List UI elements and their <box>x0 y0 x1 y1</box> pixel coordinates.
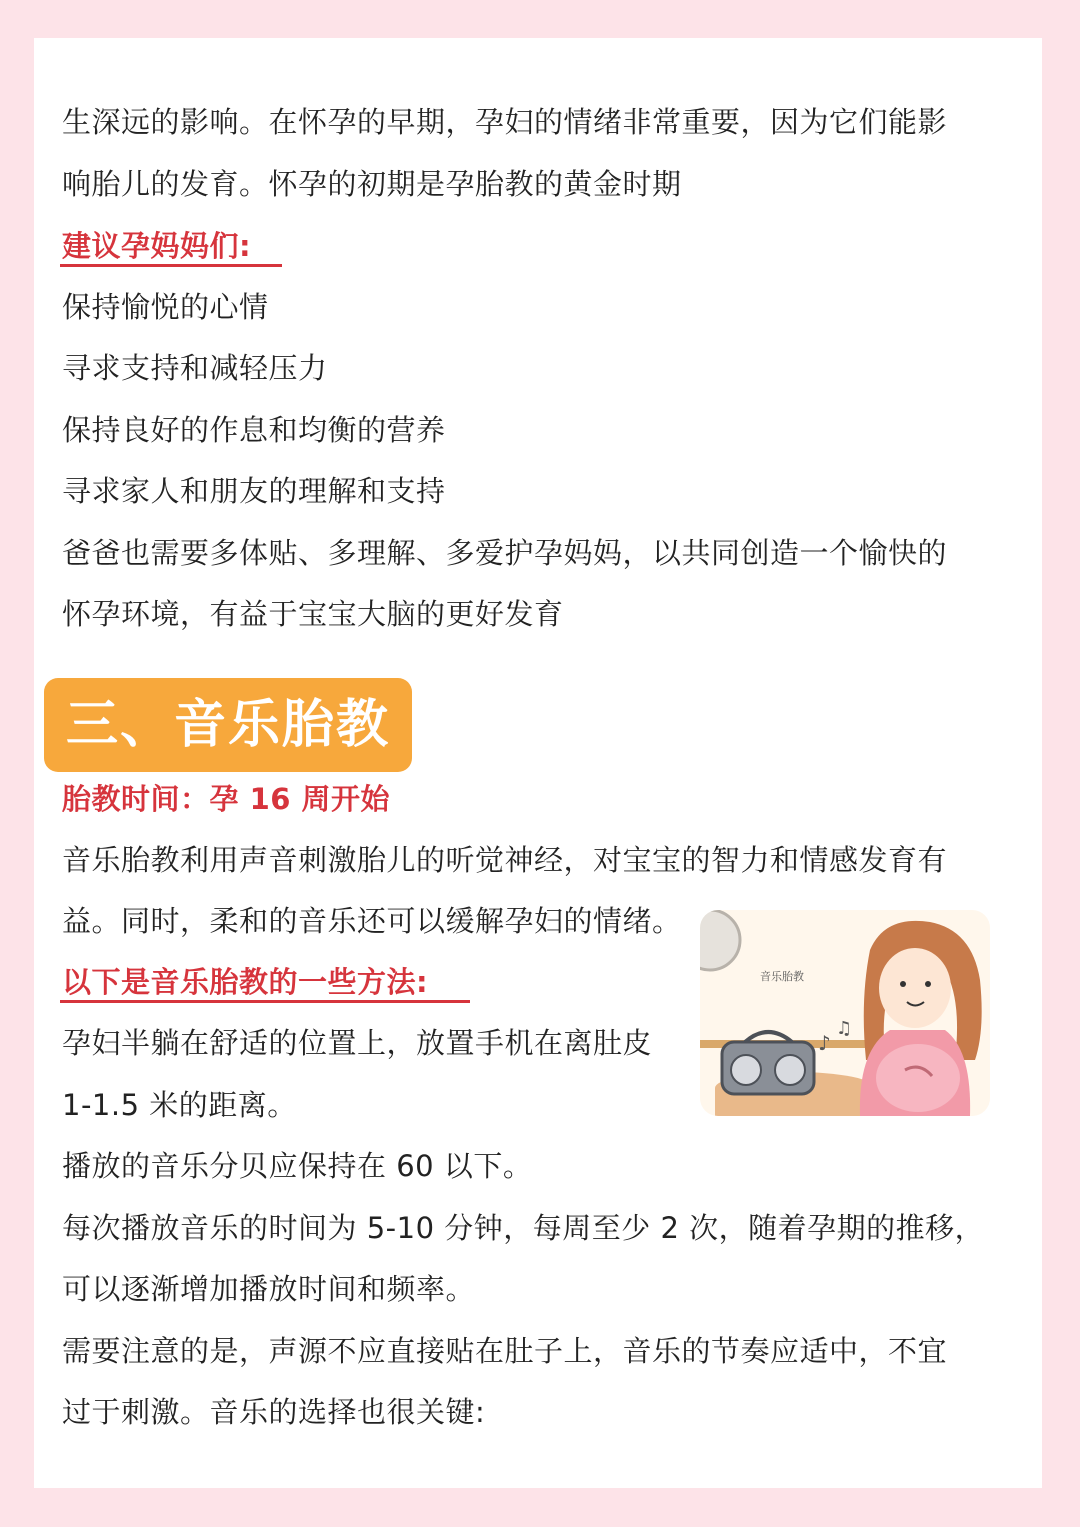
advice-item-4: 寻求家人和朋友的理解和支持 <box>62 474 446 508</box>
advice-item-2: 寻求支持和减轻压力 <box>62 351 328 385</box>
advice-father-line-1: 爸爸也需要多体贴、多理解、多爱护孕妈妈，以共同创造一个愉快的 <box>62 536 948 570</box>
method-4-line-2: 过于刺激。音乐的选择也很关键: <box>62 1395 486 1429</box>
intro-line-2: 响胎儿的发育。怀孕的初期是孕胎教的黄金时期 <box>62 167 682 201</box>
svg-text:♫: ♫ <box>836 1018 853 1039</box>
advice-father-line-2: 怀孕环境，有益于宝宝大脑的更好发育 <box>62 597 564 631</box>
svg-text:♪: ♪ <box>818 1031 831 1055</box>
desc-line-2: 益。同时，柔和的音乐还可以缓解孕妇的情绪。 <box>62 904 682 938</box>
methods-heading: 以下是音乐胎教的一些方法: <box>62 965 429 999</box>
method-3-line-1: 每次播放音乐的时间为 5-10 分钟，每周至少 2 次，随着孕期的推移， <box>62 1211 985 1245</box>
section-title-badge: 三、音乐胎教 <box>44 678 412 772</box>
advice-heading: 建议孕妈妈们: <box>62 229 252 263</box>
method-4-line-1: 需要注意的是，声源不应直接贴在肚子上，音乐的节奏应适中，不宜 <box>62 1334 948 1368</box>
advice-item-1: 保持愉悦的心情 <box>62 290 269 324</box>
method-1-line-1: 孕妇半躺在舒适的位置上，放置手机在离肚皮 <box>62 1026 653 1060</box>
method-3-line-2: 可以逐渐增加播放时间和频率。 <box>62 1272 476 1306</box>
advice-item-3: 保持良好的作息和均衡的营养 <box>62 413 446 447</box>
method-2: 播放的音乐分贝应保持在 60 以下。 <box>62 1149 533 1183</box>
methods-heading-underline <box>60 1000 470 1003</box>
method-1-line-2: 1-1.5 米的距离。 <box>62 1088 297 1122</box>
desc-line-1: 音乐胎教利用声音刺激胎儿的听觉神经，对宝宝的智力和情感发育有 <box>62 843 948 877</box>
advice-heading-underline <box>60 264 282 267</box>
music-prenatal-illustration <box>700 910 990 1116</box>
illustration-caption: 音乐胎教 <box>760 970 804 983</box>
intro-line-1: 生深远的影响。在怀孕的早期，孕妇的情绪非常重要，因为它们能影 <box>62 105 948 139</box>
pregnant-woman-music-icon <box>700 910 990 1116</box>
time-label: 胎教时间：孕 16 周开始 <box>62 782 391 816</box>
